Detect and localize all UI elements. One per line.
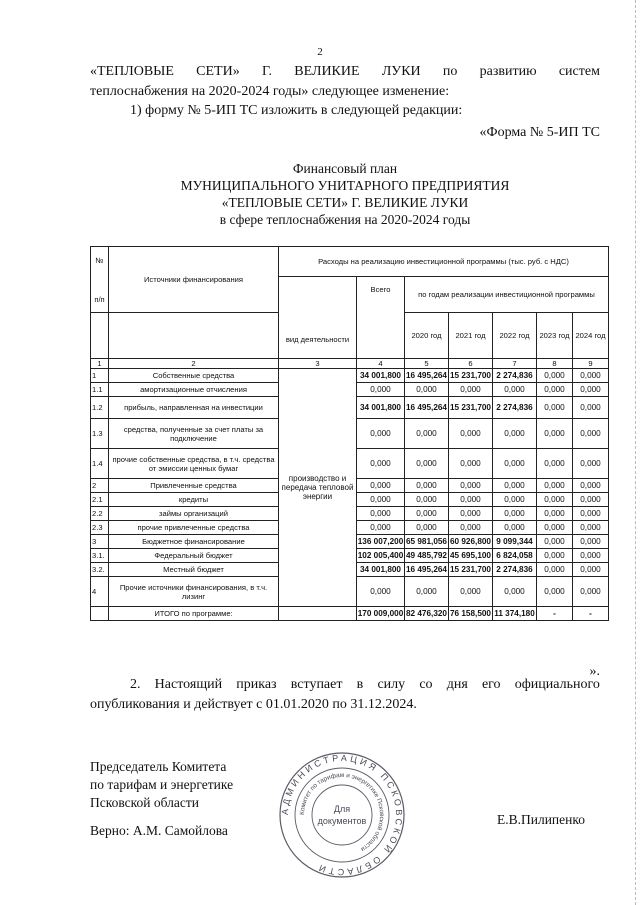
row-2020: 0,000 — [405, 479, 449, 493]
row-number: 2.1 — [91, 493, 109, 507]
svg-text:Комитет по тарифам и энергетик: Комитет по тарифам и энергетике Псковской области — [298, 771, 386, 853]
row-2022: 2 274,836 — [493, 563, 537, 577]
header-activity: вид деятельности — [279, 277, 357, 359]
row-2021: 15 231,700 — [449, 397, 493, 419]
row-2023: 0,000 — [537, 507, 573, 521]
row-2020: 16 495,264 — [405, 369, 449, 383]
intro-word: Г. — [261, 64, 272, 79]
row-2022: 0,000 — [493, 383, 537, 397]
svg-text:документов: документов — [317, 816, 367, 826]
row-number: 4 — [91, 577, 109, 607]
para2-word: 2. — [130, 677, 141, 692]
row-source-name: Привлеченные средства — [109, 479, 279, 493]
row-2020: 0,000 — [405, 521, 449, 535]
row-2022: 2 274,836 — [493, 397, 537, 419]
row-number: 3.2. — [91, 563, 109, 577]
row-total: 0,000 — [357, 383, 405, 397]
row-2023: 0,000 — [537, 383, 573, 397]
row-number: 1.1 — [91, 383, 109, 397]
row-2021: 60 926,800 — [449, 535, 493, 549]
intro-item-1: 1) форму № 5-ИП ТС изложить в следующей редакции: — [130, 103, 463, 118]
row-total: 0,000 — [357, 419, 405, 449]
intro-line-2: теплоснабжения на 2020-2024 годы» следующее изменение: — [90, 84, 450, 99]
para2-word: Настоящий — [154, 677, 223, 692]
header-sources: Источники финансирования — [109, 247, 279, 313]
row-2021: 15 231,700 — [449, 369, 493, 383]
row-2021: 0,000 — [449, 493, 493, 507]
row-2024: 0,000 — [573, 507, 609, 521]
activity-type-cell: производство и передача тепловой энергии — [279, 369, 357, 607]
total-2021: 76 158,500 — [449, 607, 493, 621]
intro-word: «ТЕПЛОВЫЕ — [90, 64, 174, 79]
row-2020: 16 495,264 — [405, 563, 449, 577]
row-2024: 0,000 — [573, 549, 609, 563]
row-total: 34 001,800 — [357, 397, 405, 419]
column-number: 1 — [91, 359, 109, 369]
row-source-name: прочие собственные средства, в т.ч. средства от эмиссии ценных бумаг — [109, 449, 279, 479]
intro-word: ЛУКИ — [381, 64, 421, 79]
row-source-name: Прочие источники финансирования, в т.ч. лизинг — [109, 577, 279, 607]
row-total: 34 001,800 — [357, 369, 405, 383]
column-number: 7 — [493, 359, 537, 369]
row-source-name: прибыль, направленная на инвестиции — [109, 397, 279, 419]
row-total: 0,000 — [357, 493, 405, 507]
row-2020: 65 981,056 — [405, 535, 449, 549]
para2-word: вступает — [290, 677, 343, 692]
row-total: 0,000 — [357, 479, 405, 493]
row-2020: 16 495,264 — [405, 397, 449, 419]
para2-word: его — [481, 677, 501, 692]
row-number: 2.2 — [91, 507, 109, 521]
row-total: 0,000 — [357, 449, 405, 479]
row-2023: 0,000 — [537, 449, 573, 479]
row-number: 1.3 — [91, 419, 109, 449]
row-2020: 0,000 — [405, 449, 449, 479]
para2-line-1 — [90, 675, 600, 694]
total-sum: 170 009,000 — [357, 607, 405, 621]
row-2020: 0,000 — [405, 419, 449, 449]
header-by-years: по годам реализации инвестиционной программы — [405, 277, 609, 313]
row-source-name: займы организаций — [109, 507, 279, 521]
signatory-name: Е.В.Пилипенко — [497, 812, 586, 827]
row-2020: 0,000 — [405, 507, 449, 521]
row-2024: 0,000 — [573, 419, 609, 449]
row-2022: 9 099,344 — [493, 535, 537, 549]
header-sources-cont — [109, 313, 279, 359]
para2-word: со — [419, 677, 433, 692]
intro-word: ВЕЛИКИЕ — [294, 64, 360, 79]
row-source-name: кредиты — [109, 493, 279, 507]
row-number: 1.2 — [91, 397, 109, 419]
header-year-2024: 2024 год — [573, 313, 609, 359]
form-label: «Форма № 5-ИП ТС — [479, 125, 600, 140]
row-2021: 0,000 — [449, 507, 493, 521]
row-2022: 0,000 — [493, 521, 537, 535]
row-2024: 0,000 — [573, 479, 609, 493]
header-expenses: Расходы на реализацию инвестиционной программы (тыс. руб. с НДС) — [279, 247, 609, 277]
header-no — [91, 247, 109, 313]
page-edge-perforation — [631, 0, 636, 905]
intro-line-1 — [90, 62, 600, 81]
header-year-2022: 2022 год — [493, 313, 537, 359]
row-2020: 49 485,792 — [405, 549, 449, 563]
row-2023: 0,000 — [537, 563, 573, 577]
column-number: 4 — [357, 359, 405, 369]
row-2021: 0,000 — [449, 479, 493, 493]
header-no-abbr: п/п — [94, 294, 105, 304]
column-number: 8 — [537, 359, 573, 369]
total-2024: - — [573, 607, 609, 621]
row-number: 1.4 — [91, 449, 109, 479]
total-no-cell — [91, 607, 109, 621]
total-2020: 82 476,320 — [405, 607, 449, 621]
closing-quote: ». — [589, 664, 600, 679]
row-2022: 0,000 — [493, 479, 537, 493]
column-number: 5 — [405, 359, 449, 369]
row-2024: 0,000 — [573, 449, 609, 479]
total-label: ИТОГО по программе: — [109, 607, 279, 621]
row-total: 34 001,800 — [357, 563, 405, 577]
row-2022: 0,000 — [493, 449, 537, 479]
row-total: 0,000 — [357, 577, 405, 607]
row-2024: 0,000 — [573, 563, 609, 577]
row-2023: 0,000 — [537, 397, 573, 419]
row-source-name: Местный бюджет — [109, 563, 279, 577]
para2-line-2: опубликования и действует с 01.01.2020 по 31.12.2024. — [90, 697, 417, 712]
row-2021: 45 695,100 — [449, 549, 493, 563]
caption-title: Финансовый план — [292, 161, 398, 176]
para2-word: официального — [514, 677, 600, 692]
para2-word: дня — [446, 677, 468, 692]
row-2024: 0,000 — [573, 521, 609, 535]
row-2021: 0,000 — [449, 577, 493, 607]
row-2024: 0,000 — [573, 369, 609, 383]
row-2024: 0,000 — [573, 383, 609, 397]
row-2021: 0,000 — [449, 521, 493, 535]
official-stamp — [277, 750, 407, 880]
row-total: 102 005,400 — [357, 549, 405, 563]
row-2023: 0,000 — [537, 479, 573, 493]
total-2022: 11 374,180 — [493, 607, 537, 621]
table-total-row — [91, 607, 609, 621]
column-number: 3 — [279, 359, 357, 369]
row-2023: 0,000 — [537, 549, 573, 563]
row-2023: 0,000 — [537, 369, 573, 383]
row-number: 3 — [91, 535, 109, 549]
para2-word: приказ — [236, 677, 277, 692]
row-2022: 6 824,058 — [493, 549, 537, 563]
row-number: 1 — [91, 369, 109, 383]
row-number: 2.3 — [91, 521, 109, 535]
row-2024: 0,000 — [573, 397, 609, 419]
row-source-name: Бюджетное финансирование — [109, 535, 279, 549]
row-number: 3.1. — [91, 549, 109, 563]
signature-block — [90, 758, 233, 812]
row-source-name: Собственные средства — [109, 369, 279, 383]
row-2022: 0,000 — [493, 577, 537, 607]
column-number: 9 — [573, 359, 609, 369]
total-activity-cell — [279, 607, 357, 621]
row-2023: 0,000 — [537, 535, 573, 549]
header-year-2020: 2020 год — [405, 313, 449, 359]
row-2020: 0,000 — [405, 383, 449, 397]
total-2023: - — [537, 607, 573, 621]
row-2020: 0,000 — [405, 493, 449, 507]
row-2022: 0,000 — [493, 419, 537, 449]
financial-plan-table — [90, 246, 609, 621]
row-source-name: амортизационные отчисления — [109, 383, 279, 397]
row-2022: 0,000 — [493, 507, 537, 521]
para2-word: в — [356, 677, 364, 692]
header-year-2021: 2021 год — [449, 313, 493, 359]
page-number: 2 — [317, 46, 323, 58]
row-2024: 0,000 — [573, 535, 609, 549]
signature-title-3: Псковской области — [90, 795, 200, 810]
row-number: 2 — [91, 479, 109, 493]
row-2022: 2 274,836 — [493, 369, 537, 383]
row-source-name: прочие привлеченные средства — [109, 521, 279, 535]
signature-title-1: Председатель Комитета — [90, 759, 227, 774]
row-2023: 0,000 — [537, 493, 573, 507]
row-total: 0,000 — [357, 507, 405, 521]
row-2023: 0,000 — [537, 521, 573, 535]
row-2021: 15 231,700 — [449, 563, 493, 577]
row-2020: 0,000 — [405, 577, 449, 607]
row-2021: 0,000 — [449, 383, 493, 397]
header-total: Всего — [357, 277, 405, 359]
svg-text:АДМИНИСТРАЦИЯ ПСКОВСКОЙ ОБЛАСТ: АДМИНИСТРАЦИЯ ПСКОВСКОЙ ОБЛАСТИ — [279, 752, 405, 878]
row-2021: 0,000 — [449, 419, 493, 449]
table-row — [91, 369, 609, 383]
header-year-2023: 2023 год — [537, 313, 573, 359]
row-2023: 0,000 — [537, 419, 573, 449]
row-2024: 0,000 — [573, 493, 609, 507]
row-2021: 0,000 — [449, 449, 493, 479]
verification-note: Верно: А.М. Самойлова — [90, 823, 228, 838]
row-source-name: Федеральный бюджет — [109, 549, 279, 563]
caption-org: МУНИЦИПАЛЬНОГО УНИТАРНОГО ПРЕДПРИЯТИЯ — [180, 178, 510, 193]
column-number-row — [91, 359, 609, 369]
svg-text:Для: Для — [333, 804, 351, 814]
row-2022: 0,000 — [493, 493, 537, 507]
intro-word: развитию — [479, 64, 537, 79]
column-number: 2 — [109, 359, 279, 369]
header-no-symbol: № — [95, 255, 104, 265]
caption-scope: в сфере теплоснабжения на 2020-2024 годы — [219, 212, 471, 227]
intro-word: СЕТИ» — [196, 64, 240, 79]
intro-word: систем — [558, 64, 600, 79]
caption-org-name: «ТЕПЛОВЫЕ СЕТИ» Г. ВЕЛИКИЕ ЛУКИ — [221, 195, 469, 210]
intro-word: по — [442, 64, 458, 79]
row-source-name: средства, полученные за счет платы за подключение — [109, 419, 279, 449]
row-2024: 0,000 — [573, 577, 609, 607]
para2-word: силу — [377, 677, 406, 692]
signature-title-2: по тарифам и энергетике — [90, 777, 234, 792]
header-no-cont — [91, 313, 109, 359]
row-2023: 0,000 — [537, 577, 573, 607]
row-total: 0,000 — [357, 521, 405, 535]
column-number: 6 — [449, 359, 493, 369]
row-total: 136 007,200 — [357, 535, 405, 549]
